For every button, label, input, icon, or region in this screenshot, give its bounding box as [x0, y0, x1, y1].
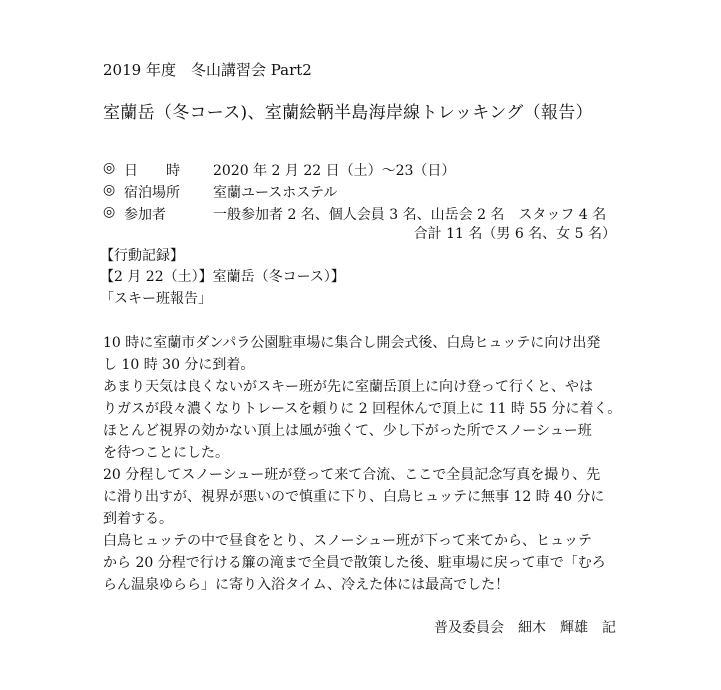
- participants-total: 合計 11 名（男 6 名、女 5 名）: [413, 226, 616, 242]
- body-line: 到着する。: [103, 511, 173, 527]
- body-line: 白鳥ヒュッテの中で昼食をとり、スノーシュー班が下って来てから、ヒュッテ: [103, 533, 593, 549]
- info-value-date: 2020 年 2 月 22 日（土）～23（日）: [213, 163, 456, 179]
- body-line: に滑り出すが、視界が悪いので慎重に下り、白鳥ヒュッテに無事 12 時 40 分に: [103, 489, 605, 505]
- body-line: らん温泉ゆらら」に寄り入浴タイム、冷えた体には最高でした！: [103, 577, 510, 593]
- body-line: 10 時に室蘭市ダンパラ公園駐車場に集合し開会式後、白鳥ヒュッテに向け出発: [103, 335, 601, 351]
- section-label: 「スキー班報告」: [100, 291, 212, 307]
- body-line: から 20 分程で行ける簾の滝まで全員で散策した後、駐車場に戻って車で「むろ: [103, 555, 606, 571]
- info-value-lodging: 室蘭ユースホステル: [213, 185, 338, 201]
- body-line: りガスが段々濃くなりトレースを頼りに 2 回程休んで頂上に 11 時 55 分に着く。: [103, 401, 622, 417]
- signature: 普及委員会 細木 輝雄 記: [434, 620, 616, 636]
- body-line: を待つことにした。: [103, 445, 229, 461]
- date-heading: 【2 月 22（土）】室蘭岳（冬コース）】: [100, 269, 345, 285]
- info-label-participants: 参加者: [124, 207, 166, 223]
- year-title: 2019 年度 冬山講習会 Part2: [103, 61, 312, 79]
- body-line: ほとんど視界の効かない頂上は風が強くて、少し下がった所でスノーシュー班: [103, 423, 592, 439]
- info-mark-participants: ◎: [103, 204, 116, 220]
- report-title: 室蘭岳（冬コース)、室蘭絵鞆半島海岸線トレッキング（報告）: [103, 103, 593, 123]
- info-label-date: 日 時: [124, 163, 180, 179]
- info-mark-date: ◎: [103, 160, 116, 176]
- info-label-lodging: 宿泊場所: [124, 185, 180, 201]
- record-heading: 【行動記録】: [100, 248, 184, 264]
- body-line: し 10 時 30 分に到着。: [103, 357, 255, 373]
- body-line: あまり天気は良くないがスキー班が先に室蘭岳頂上に向け登って行くと、やは: [103, 379, 593, 395]
- info-value-participants: 一般参加者 2 名、個人会員 3 名、山岳会 2 名 スタッフ 4 名: [213, 207, 607, 223]
- body-line: 20 分程してスノーシュー班が登って来て合流、ここで全員記念写真を撮り、先: [103, 467, 601, 483]
- info-mark-lodging: ◎: [103, 182, 116, 198]
